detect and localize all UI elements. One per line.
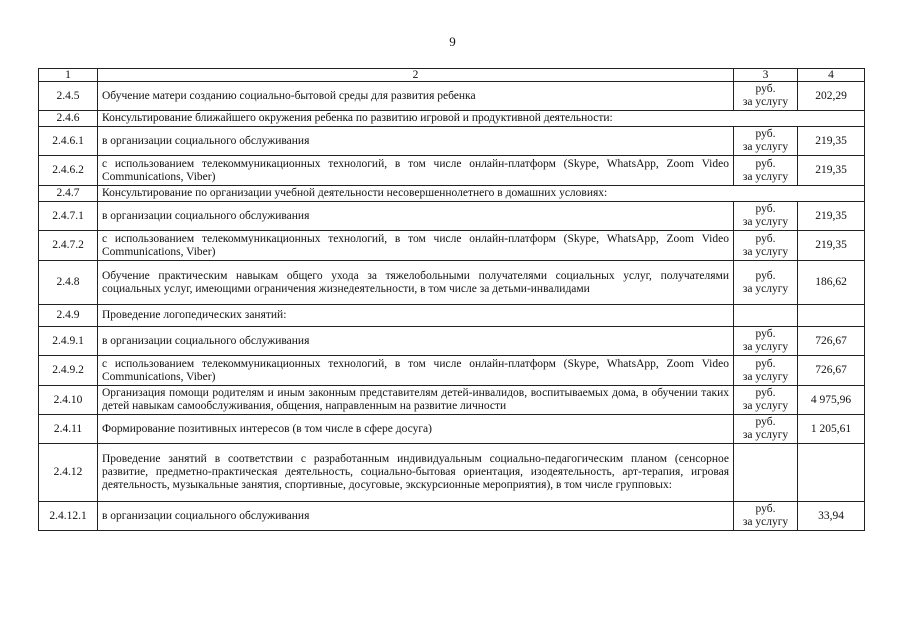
unit-per-service: за услугу — [742, 170, 789, 183]
column-header: 2 — [98, 69, 734, 82]
unit-per-service: за услугу — [742, 370, 789, 383]
table-row — [39, 415, 865, 444]
table-row — [39, 82, 865, 111]
tariff-table — [38, 68, 865, 531]
price-value — [798, 305, 865, 327]
price-value: 4 975,96 — [798, 386, 865, 415]
unit-cell — [734, 202, 798, 231]
column-header: 3 — [734, 69, 798, 82]
price-value: 219,35 — [798, 156, 865, 186]
unit-cell — [734, 82, 798, 111]
unit-cell — [734, 444, 798, 502]
item-description: с использованием телекоммуникационных технологий, в том числе онлайн-платформ (Skype, WhatsApp, Zoom Video Communications, Viber) — [98, 156, 734, 186]
item-description: Формирование позитивных интересов (в том числе в сфере досуга) — [98, 415, 734, 444]
table-row — [39, 202, 865, 231]
unit-per-service: за услугу — [742, 96, 789, 108]
price-value: 186,62 — [798, 261, 865, 305]
item-code: 2.4.7.2 — [39, 231, 98, 261]
item-code: 2.4.11 — [39, 415, 98, 444]
unit-currency: руб. — [755, 328, 776, 340]
table-row — [39, 231, 865, 261]
table-row — [39, 386, 865, 415]
table-row — [39, 356, 865, 386]
header-row — [39, 69, 865, 82]
item-description: в организации социального обслуживания — [98, 202, 734, 231]
column-header: 1 — [39, 69, 98, 82]
price-value — [798, 444, 865, 502]
item-code: 2.4.9.1 — [39, 327, 98, 356]
unit-currency: руб. — [755, 203, 776, 215]
unit-cell — [734, 127, 798, 156]
item-code: 2.4.6.2 — [39, 156, 98, 186]
unit-per-service: за услугу — [742, 516, 789, 528]
unit-per-service: за услугу — [742, 341, 789, 353]
item-code: 2.4.9 — [39, 305, 98, 327]
price-value: 726,67 — [798, 356, 865, 386]
unit-currency: руб. — [755, 269, 776, 282]
item-description: в организации социального обслуживания — [98, 502, 734, 531]
unit-per-service: за услугу — [742, 216, 789, 228]
unit-cell — [734, 231, 798, 261]
price-value: 726,67 — [798, 327, 865, 356]
price-value: 1 205,61 — [798, 415, 865, 444]
unit-cell — [734, 502, 798, 531]
table-row — [39, 186, 865, 202]
unit-currency: руб. — [755, 416, 776, 428]
unit-per-service: за услугу — [742, 245, 789, 258]
item-code: 2.4.6 — [39, 111, 98, 127]
item-code: 2.4.12.1 — [39, 502, 98, 531]
unit-per-service: за услугу — [742, 141, 789, 153]
item-description: Обучение матери созданию социально-бытовой среды для развития ребенка — [98, 82, 734, 111]
table-row — [39, 127, 865, 156]
item-code: 2.4.5 — [39, 82, 98, 111]
unit-currency: руб. — [755, 503, 776, 515]
unit-currency: руб. — [755, 387, 776, 399]
item-description: с использованием телекоммуникационных технологий, в том числе онлайн-платформ (Skype, WhatsApp, Zoom Video Communications, Viber) — [98, 356, 734, 386]
unit-cell — [734, 327, 798, 356]
unit-cell — [734, 415, 798, 444]
unit-currency: руб. — [755, 128, 776, 140]
price-value: 202,29 — [798, 82, 865, 111]
unit-per-service: за услугу — [742, 429, 789, 441]
table-row — [39, 261, 865, 305]
unit-cell — [734, 156, 798, 186]
price-value: 219,35 — [798, 202, 865, 231]
unit-currency: руб. — [755, 157, 776, 170]
unit-cell — [734, 261, 798, 305]
item-description: Проведение логопедических занятий: — [98, 305, 734, 327]
unit-cell — [734, 386, 798, 415]
price-value: 33,94 — [798, 502, 865, 531]
table-row — [39, 444, 865, 502]
unit-cell — [734, 356, 798, 386]
item-code: 2.4.7 — [39, 186, 98, 202]
item-code: 2.4.10 — [39, 386, 98, 415]
unit-currency: руб. — [755, 357, 776, 370]
item-description: Обучение практическим навыкам общего ухода за тяжелобольными получателями социальных услуг, получателями социальных услуг, имеющими ограничения жизнедеятельности, в том числе за детьми-инвалидами — [98, 261, 734, 305]
price-value: 219,35 — [798, 127, 865, 156]
price-value: 219,35 — [798, 231, 865, 261]
item-code: 2.4.6.1 — [39, 127, 98, 156]
item-code: 2.4.9.2 — [39, 356, 98, 386]
table-row — [39, 305, 865, 327]
item-code: 2.4.7.1 — [39, 202, 98, 231]
item-description: в организации социального обслуживания — [98, 327, 734, 356]
table-row — [39, 111, 865, 127]
unit-per-service: за услугу — [742, 282, 789, 295]
item-code: 2.4.8 — [39, 261, 98, 305]
column-header: 4 — [798, 69, 865, 82]
unit-cell — [734, 305, 798, 327]
item-description: Консультирование ближайшего окружения ребенка по развитию игровой и продуктивной деятельности: — [98, 111, 865, 127]
table-row — [39, 156, 865, 186]
unit-currency: руб. — [755, 232, 776, 245]
unit-per-service: за услугу — [742, 400, 789, 412]
item-code: 2.4.12 — [39, 444, 98, 502]
item-description: Организация помощи родителям и иным законным представителям детей-инвалидов, воспитываемых дома, в обучении таких детей навыкам самообслуживания, общения, направленным на развитие личности — [98, 386, 734, 415]
item-description: в организации социального обслуживания — [98, 127, 734, 156]
item-description: Проведение занятий в соответствии с разработанным индивидуальным социально-педагогическим планом (сенсорное развитие, предметно-практическая деятельность, социально-бытовая ориентация, изодеятельность, арт-терапия, игровая деятельность, музыкальные занятия, спортивные, досуговые, экскурсионные мероприятия), в том числе групповых: — [98, 444, 734, 502]
table-row — [39, 502, 865, 531]
page-number: 9 — [449, 34, 456, 49]
item-description: Консультирование по организации учебной деятельности несовершеннолетнего в домашних условиях: — [98, 186, 865, 202]
table-row — [39, 327, 865, 356]
unit-currency: руб. — [755, 83, 776, 95]
item-description: с использованием телекоммуникационных технологий, в том числе онлайн-платформ (Skype, WhatsApp, Zoom Video Communications, Viber) — [98, 231, 734, 261]
